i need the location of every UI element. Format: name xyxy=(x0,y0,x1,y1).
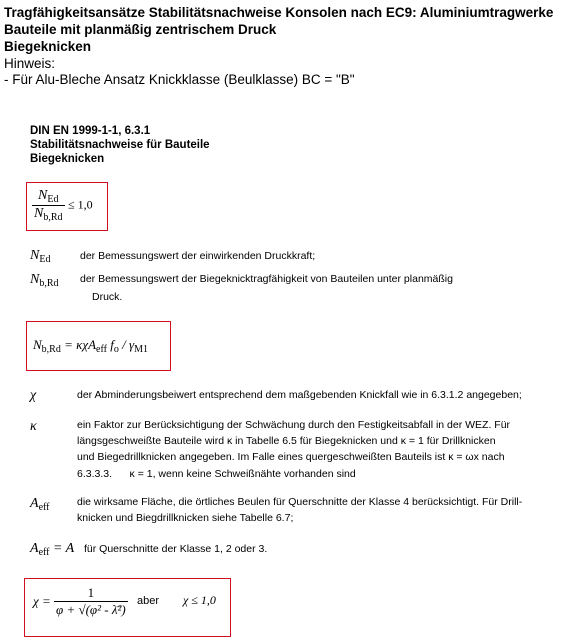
section-topic: Biegeknicken xyxy=(30,153,105,165)
section-subtitle: Stabilitätsnachweise für Bauteile xyxy=(30,139,210,151)
formula-nbrd: $N_{b,Rd} = \kappa\chi A_{eff}$ $f_o / \gamma_{M1}$ xyxy=(33,337,148,355)
kappa-symbol: κ xyxy=(30,419,37,434)
nbrd-definition-line1: der Bemessungswert der Biegeknicktragfähigkeit von Bauteilen unter planmäßig xyxy=(80,273,453,285)
kappa-definition-line3: und Biegedrillknicken angegeben. Im Falle eines quergeschweißten Bauteils ist κ = ωx nach xyxy=(77,451,505,463)
formula-box-resistance xyxy=(26,321,171,371)
ned-def-symbol: $N_{Ed}$ xyxy=(30,248,51,265)
ned-sub: Ed xyxy=(47,194,59,205)
page-title-line3: Biegeknicken xyxy=(4,39,92,54)
hint-text: - Für Alu-Bleche Ansatz Knickklasse (Beulklasse) BC = "B" xyxy=(4,72,355,87)
kappa-definition-line1: ein Faktor zur Berücksichtigung der Schwächung durch den Festigkeitsabfall in der WEZ. Für xyxy=(77,419,511,431)
chi-condition: χ ≤ 1,0 xyxy=(183,593,216,607)
aeff-symbol: $A_{eff}$ xyxy=(30,496,50,513)
aeff-equation: $A_{eff} = A$ xyxy=(30,541,75,558)
formula-ratio xyxy=(32,188,93,223)
kappa-definition-line2: längsgeschweißte Bauteile wird κ in Tabelle 6.5 für Biegeknicken und κ = 1 für Drillknicken xyxy=(77,435,496,447)
page-title-line1: Tragfähigkeitsansätze Stabilitätsnachweise Konsolen nach EC9: Aluminiumtragwerke xyxy=(4,5,554,20)
aber-label: aber xyxy=(137,595,160,607)
formula-limit: ≤ 1,0 xyxy=(68,197,93,212)
chi-symbol: χ xyxy=(30,388,37,403)
ned-definition: der Bemessungswert der einwirkenden Druckkraft; xyxy=(80,250,316,262)
formula-box-reduction xyxy=(24,578,231,637)
nbrd-sub: b,Rd xyxy=(43,212,63,223)
nbrd-def-symbol: $N_{b,Rd}$ xyxy=(30,272,59,289)
aeff-definition-line1: die wirksame Fläche, die örtliches Beulen für Querschnitte der Klasse 4 berücksichtigt. Für Drill- xyxy=(77,496,523,508)
aeff-equation-text: für Querschnitte der Klasse 1, 2 oder 3. xyxy=(84,543,268,555)
nbrd-definition-line2: Druck. xyxy=(92,291,123,303)
kappa-definition-line4: 6.3.3.3. κ = 1, wenn keine Schweißnähte vorhanden sind xyxy=(77,468,356,480)
norm-reference: DIN EN 1999-1-1, 6.3.1 xyxy=(30,125,151,137)
chi-definition: der Abminderungsbeiwert entsprechend dem maßgebenden Knickfall wie in 6.3.1.2 angegeben; xyxy=(77,389,522,401)
formula-chi: χ = $\frac{1}{\text{φ + √(φ² - λ̄²)}}$ xyxy=(33,585,126,617)
aeff-definition-line2: knicken und Biegdrillknicken siehe Tabelle 6.7; xyxy=(77,512,294,524)
nbrd-symbol: N xyxy=(34,206,44,221)
page-title-line2: Bauteile mit planmäßig zentrischem Druck xyxy=(4,22,277,37)
ned-symbol: N xyxy=(38,188,48,203)
formula-box-verification xyxy=(26,182,108,231)
hint-label: Hinweis: xyxy=(4,56,56,71)
